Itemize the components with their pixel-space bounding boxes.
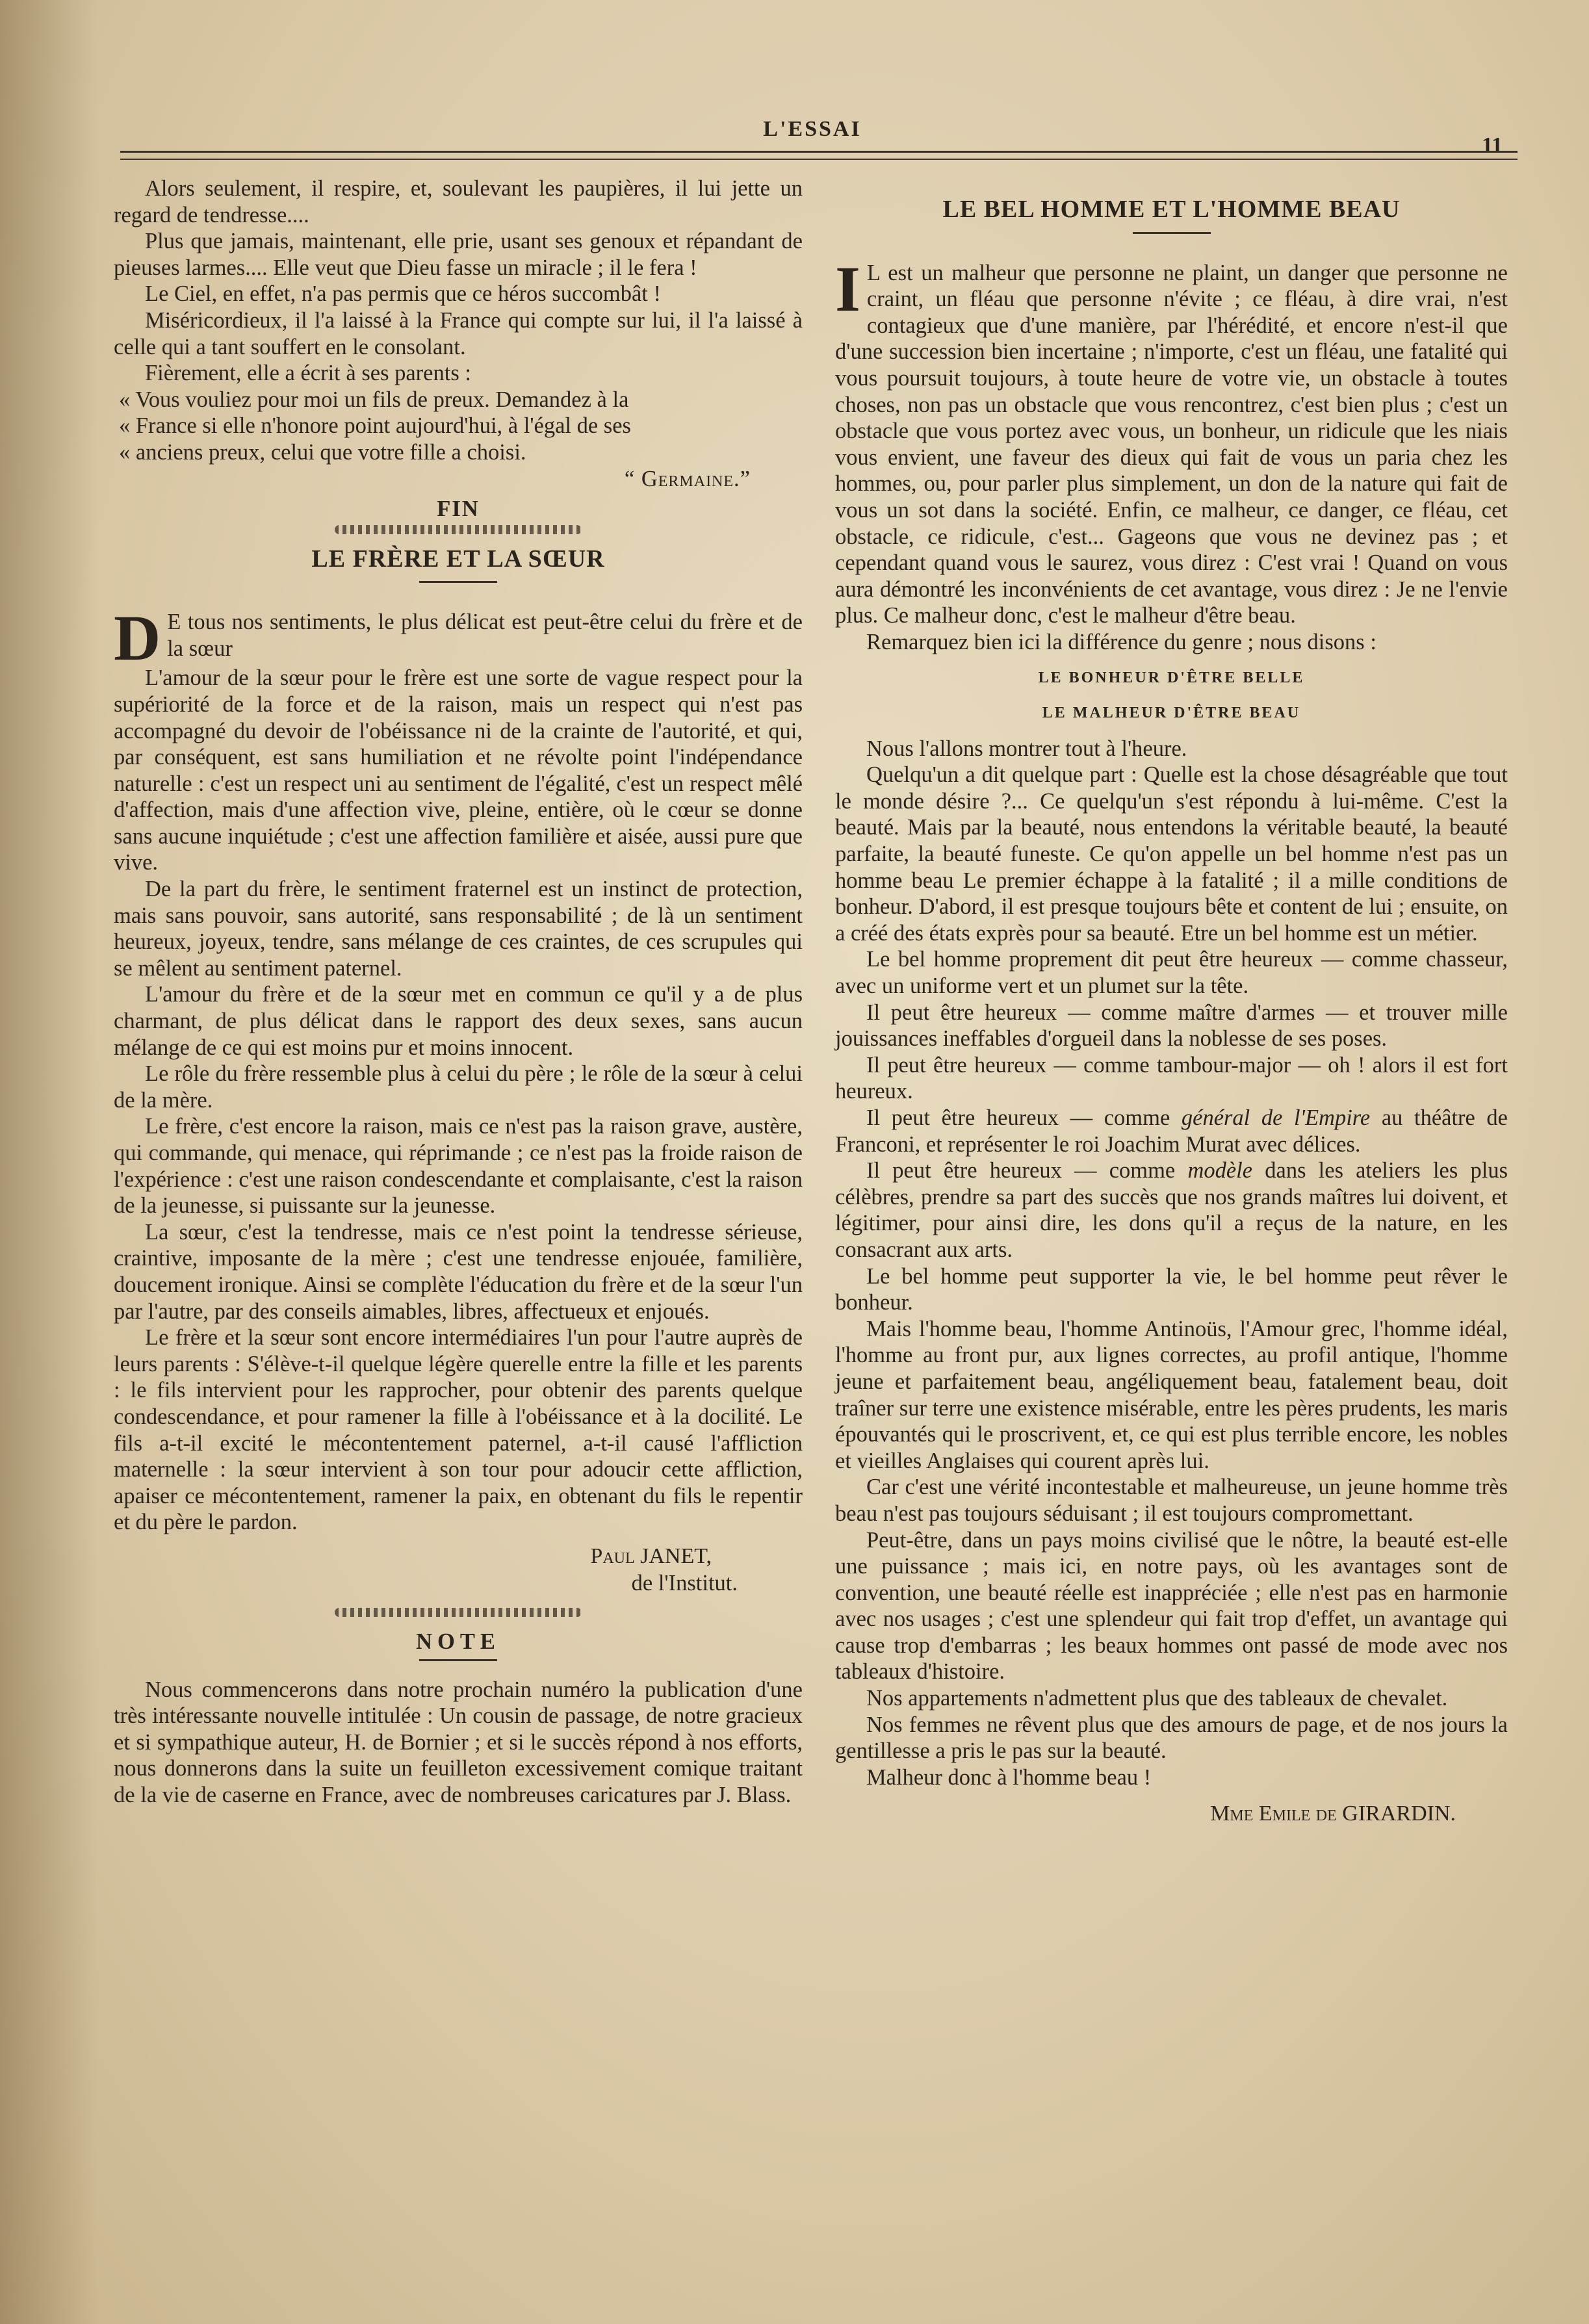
paragraph: Car c'est une vérité incontestable et malheureuse, un jeune homme très beau n'est pas toujours séduisant ; il est toujours compromettant. [835, 1475, 1508, 1526]
paragraph: Le bel homme peut supporter la vie, le bel homme peut rêver le bonheur. [835, 1263, 1508, 1315]
paragraph: Le frère, c'est encore la raison, mais ce n'est pas la raison grave, austère, qui commande, qui menace, qui réprimande ; ce n'est pas la froide raison de l'expérience : c'est une raison condescendante et complaisante, c'est la raison de la jeunesse, si puissante sur la jeunesse. [114, 1114, 803, 1219]
title-rule [419, 581, 497, 583]
author-title: de l'Institut. [631, 1570, 738, 1595]
end-marker: FIN [437, 497, 480, 522]
note-title: NOTE [416, 1629, 500, 1655]
paragraph: Mais l'homme beau, l'homme Antinoüs, l'Amour grec, l'homme idéal, l'homme au front pur, aux lignes correctes, au profil antique, l'homme jeune et parfaitement beau, angéliquement beau, fatalement beau, doit traîner sur terre une existence misérable, entre les pères prudents, les maris épouvantés qui le proscrivent, et, ce qui est plus terrible encore, les nobles et vieilles Anglaises qui courent après lui. [835, 1316, 1508, 1473]
italic-run: général de l'Empire [1181, 1105, 1371, 1130]
text-run: Il peut être heureux — comme [866, 1105, 1182, 1130]
title-rule [1133, 232, 1211, 234]
note-text: Nous commencerons dans notre prochain numéro la publication d'une très intéressante nouvelle intitulée : Un cousin de passage, de notre gracieux et si sympathique auteur, H. de Bornier ; et si le succès répond à nos efforts, nous donnerons dans la suite un feuilleton excessivement comique traitant de la vie de caserne en France, avec de nombreuses caricatures par J. Blass. [114, 1677, 803, 1808]
paragraph: Remarquez bien ici la différence du genre ; nous disons : [866, 629, 1376, 654]
paragraph: Plus que jamais, maintenant, elle prie, usant ses genoux et répandant de pieuses larmes.... Elle veut que Dieu fasse un miracle ; il le fera ! [114, 229, 803, 280]
paragraph: Le Ciel, en effet, n'a pas permis que ce héros succombât ! [145, 281, 661, 307]
italic-run: modèle [1187, 1158, 1253, 1183]
paragraph: Nos appartements n'admettent plus que des tableaux de chevalet. [866, 1686, 1448, 1711]
running-header: L'ESSAI [763, 117, 862, 141]
paragraph: Alors seulement, il respire, et, soulevant les paupières, il lui jette un regard de tendresse.... [114, 176, 803, 227]
paragraph: Il peut être heureux — comme maître d'armes — et trouver mille jouissances ineffables d'orgueil dans la noblesse de ses poses. [835, 1000, 1508, 1052]
paragraph: Le bel homme proprement dit peut être heureux — comme chasseur, avec un uniforme vert et un plumet sur la tête. [835, 947, 1508, 999]
quote-signature: “ Germaine.” [624, 466, 751, 491]
wavy-divider [335, 1608, 582, 1617]
lead-text: E tous nos sentiments, le plus délicat est peut-être celui du frère et de la sœur [167, 610, 803, 661]
paragraph: L'amour du frère et de la sœur met en commun ce qu'il y a de plus charmant, de plus délicat dans le rapport des deux sexes, sans aucun mélange de ce qui est moins pur et moins innocent. [114, 982, 803, 1060]
left-column [114, 175, 803, 1809]
note-rule [419, 1659, 497, 1661]
paragraph: Malheur donc à l'homme beau ! [866, 1764, 1152, 1790]
paragraph: Nous l'allons montrer tout à l'heure. [866, 736, 1187, 761]
article-title: LE FRÈRE ET LA SŒUR [311, 545, 605, 573]
header-rule-thin [120, 159, 1518, 160]
paragraph [835, 1157, 1508, 1263]
paragraph: Miséricordieux, il l'a laissé à la France qui compte sur lui, il l'a laissé à celle qui a tant souffert en le consolant. [114, 307, 803, 359]
page-number: 11 [1482, 133, 1503, 157]
header-rule [120, 151, 1518, 153]
paragraph: De la part du frère, le sentiment fraternel est un instinct de protection, mais sans pouvoir, sans autorité, sans responsabilité ; de là un sentiment heureux, joyeux, tendre, sans mélange de ces craintes, de ces scrupules qui se mêlent au sentiment paternel. [114, 877, 803, 981]
paragraph: Peut-être, dans un pays moins civilisé que le nôtre, la beauté est-elle une puissance ; mais ici, en notre pays, où les avantages sont de convention, une beauté réelle est inappréciée ; elle n'est pas en harmonie avec nos usages ; c'est une splendeur qui fait trop d'effet, un avantage qui cause trop d'embarras ; les beaux hommes ont passé de mode avec nos tableaux d'histoire. [835, 1527, 1508, 1685]
paragraph: Le frère et la sœur sont encore intermédiaires l'un pour l'autre auprès de leurs parents : S'élève-t-il quelque légère querelle entre la fille et les parents : le fils intervient pour les rapprocher, pour obtenir des parents quelque condescendance, et pour ramener la fille à l'obéissance et à la docilité. Le fils a-t-il excité le mécontentement paternel, a-t-il causé l'affliction maternelle : la sœur intervient à son tour pour adoucir cette affliction, apaiser ce mécontentement, ramener la paix, en obtenant du fils le repentir et du père le pardon. [114, 1325, 803, 1535]
paragraph: Nos femmes ne rêvent plus que des amours de page, et de nos jours la gentillesse a pris le pas sur la beauté. [835, 1712, 1508, 1764]
paragraph: La sœur, c'est la tendresse, mais ce n'est point la tendresse sérieuse, craintive, imposante de la mère ; c'est une tendresse enjouée, familière, doucement ironique. Ainsi se complète l'éducation du frère et de la sœur l'un par l'autre, par des conseils aimables, libres, affectueux et enjoués. [114, 1219, 803, 1324]
wavy-divider [335, 525, 582, 534]
drop-cap: I [835, 252, 860, 325]
article-title: LE BEL HOMME ET L'HOMME BEAU [942, 196, 1401, 223]
article-lead [835, 252, 1508, 629]
text-run: au théâtre de Franconi, et représenter le roi Joachim Murat avec délices. [835, 1105, 1508, 1157]
page-edge-shadow [0, 0, 97, 2324]
author-name: Mme Emile de GIRARDIN. [1210, 1801, 1456, 1826]
text-run: Il peut être heureux — comme [866, 1158, 1188, 1183]
paragraph: Le rôle du frère ressemble plus à celui du père ; le rôle de la sœur à celui de la mère. [114, 1061, 803, 1113]
text-run: dans les ateliers les plus célèbres, prendre sa part des succès que nos grands maîtres lui doivent, et légitimer, pour ainsi dire, les dons qu'il a reçus de la nature, en les consacrant aux arts. [835, 1158, 1508, 1262]
drop-cap: D [114, 602, 161, 675]
label-line: LE BONHEUR D'ÊTRE BELLE [1038, 669, 1305, 686]
right-column [835, 175, 1508, 1827]
paragraph: Quelqu'un a dit quelque part : Quelle est la chose désagréable que tout le monde désire ?... Ce quelqu'un s'est répondu à lui-même. C'est la beauté. Mais par la beauté, nous entendons la véritable beauté, la beauté parfaite, la beauté funeste. Ce qu'on appelle un bel homme n'est pas un homme beau Le premier échappe à la fatalité ; il a mille conditions de bonheur. D'abord, il est presque toujours bête et content de lui ; ensuite, on a créé des états exprès pour sa beauté. Etre un bel homme est un métier. [835, 762, 1508, 946]
paragraph: L'amour de la sœur pour le frère est une sorte de vague respect pour la supériorité de la force et de la raison, mais un respect qui n'est pas accompagné du devoir de l'obéissance ni de la crainte de l'autorité, et qui, par conséquent, est sans humiliation et ne révolte point l'indépendance naturelle : c'est un respect uni au sentiment de l'égalité, c'est un respect mêlé d'affection, mais d'une affection vive, pleine, entière, où le cœur se donne sans aucune inquiétude ; c'est une affection familière et aisée, aussi pure que vive. [114, 665, 803, 875]
quote-line: « Vous vouliez pour moi un fils de preux. Demandez à la [119, 387, 629, 412]
quote-line: « anciens preux, celui que votre fille a choisi. [119, 439, 526, 465]
quote-line: « France si elle n'honore point aujourd'hui, à l'égal de ses [119, 413, 631, 439]
article-lead [114, 602, 803, 675]
paragraph: Il peut être heureux — comme tambour-major — oh ! alors il est fort heureux. [835, 1052, 1508, 1104]
paragraph: Fièrement, elle a écrit à ses parents : [145, 361, 471, 386]
author-name: Paul JANET, [590, 1543, 712, 1568]
label-line: LE MALHEUR D'ÊTRE BEAU [1042, 704, 1301, 722]
paragraph [835, 1105, 1508, 1157]
lead-text: L est un malheur que personne ne plaint, un danger que personne ne craint, un fléau que personne n'évite ; ce fléau, à dire vrai, n'est contagieux que d'une manière, par l'hérédité, et encore n'est-il que d'une succession bien incertaine ; n'importe, c'est un fléau, une fatalité qui vous poursuit toujours, à toute heure de votre vie, un obstacle à toutes choses, non pas un obstacle que vous rencontrez, c'est bien plus ; c'est un obstacle que vous portez avec vous, un bonheur, un ridicule que les niais vous envient, une faveur des dieux qui fait de vous un paria chez les hommes, ou, pour parler plus simplement, un don de la nature qui fait de vous un sot dans la société. Enfin, ce malheur, ce danger, ce fléau, cet obstacle, ce ridicule, c'est... Gageons que vous ne devinez pas ; et cependant quand vous le saurez, vous direz : C'est vrai ! Quand on vous aura démontré les inconvénients de cet avantage, vous direz : Je ne l'envie plus. Ce malheur donc, c'est le malheur d'être beau. [835, 260, 1508, 628]
